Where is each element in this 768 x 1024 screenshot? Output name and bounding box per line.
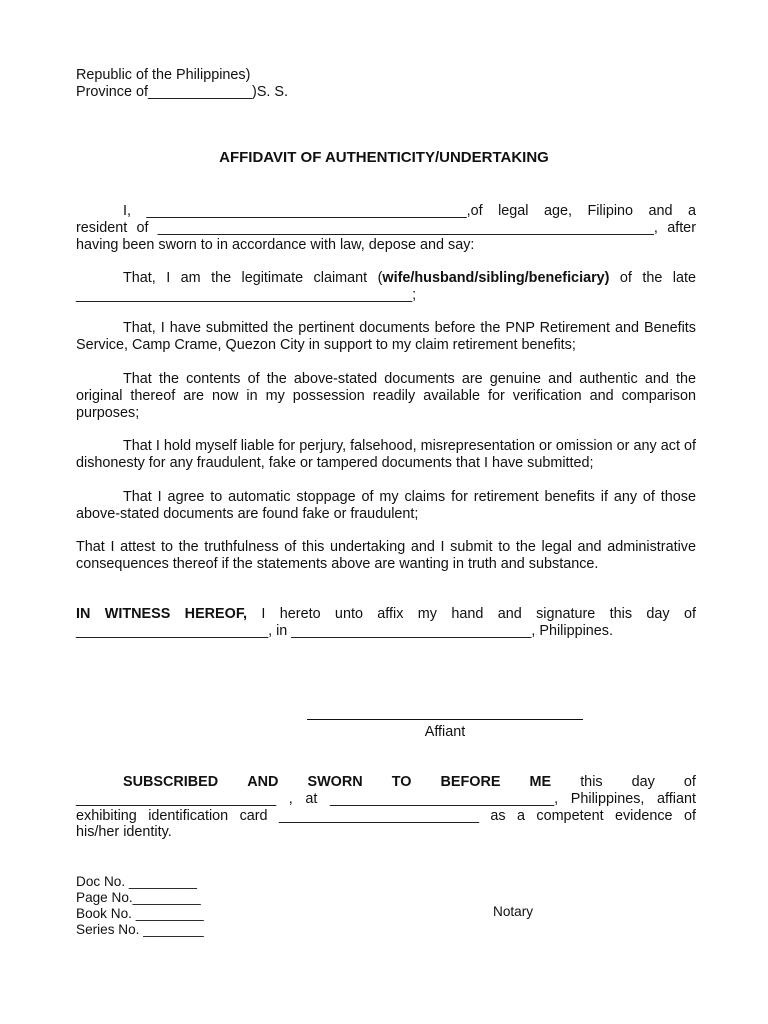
paragraph-8: [76, 606, 696, 640]
p8-line-1: [76, 606, 696, 623]
paragraph-3: [76, 320, 696, 354]
p8-text: I hereto unto affix my hand and signature this day of: [247, 606, 696, 622]
word: a: [687, 203, 696, 219]
p4-text: That the contents of the above-stated documents are genuine and authentic and the original thereof are now in my possession readily available for verification and comparison purposes;: [76, 371, 696, 421]
p9-line-2: _________________________ , at ____________________________, Philippines, affiant: [76, 790, 696, 807]
word: Filipino: [587, 203, 634, 219]
word: AND: [247, 774, 279, 790]
paragraph-4: [76, 371, 696, 421]
word: SWORN: [307, 774, 363, 790]
word: TO: [391, 774, 412, 790]
word: card: [239, 807, 268, 824]
residence-blank: ______________________________________________________________,: [157, 219, 658, 236]
p2-line-1: [76, 270, 696, 287]
word: of: [683, 807, 696, 824]
word: resident: [76, 219, 128, 236]
word: I,: [123, 203, 131, 219]
doc-no: Doc No. _________: [76, 874, 197, 889]
header-line-2: Province of_____________)S. S.: [76, 83, 289, 100]
word: as: [490, 807, 506, 824]
word: a: [516, 807, 525, 824]
word: age,: [543, 203, 572, 219]
word: BEFORE: [440, 774, 501, 790]
paragraph-1: [76, 203, 696, 253]
word: identification: [148, 807, 229, 824]
document-title: AFFIDAVIT OF AUTHENTICITY/UNDERTAKING: [219, 149, 549, 166]
paragraph-2: [76, 270, 696, 304]
p8-line-2: ________________________, in ______________________________, Philippines.: [76, 622, 613, 639]
paragraph-7: [76, 539, 696, 573]
word: of: [683, 774, 696, 790]
paragraph-9: [76, 774, 696, 841]
word: of: [136, 219, 149, 236]
name-blank: ________________________________________,of: [146, 203, 483, 219]
word: ME: [529, 774, 552, 790]
p1-line-3: having been sworn to in accordance with law, depose and say:: [76, 236, 475, 253]
p1-line-2: [76, 220, 696, 237]
header-block: [76, 67, 288, 101]
p9-line-3: [76, 808, 696, 825]
notary-label: Notary: [493, 904, 534, 919]
p9-line-1: [76, 774, 696, 791]
word: SUBSCRIBED: [123, 774, 219, 790]
word: day: [631, 774, 655, 790]
page-no: Page No._________: [76, 890, 201, 905]
affiant-signature-line: [307, 705, 583, 720]
in-witness-heading: IN WITNESS HEREOF,: [76, 606, 248, 622]
notarial-register-block: [76, 874, 204, 938]
p5-text: That I hold myself liable for perjury, falsehood, misrepresentation or omission or any act of dishonesty for any fraudulent, fake or tampered documents that I have submitted;: [76, 438, 696, 471]
id-card-blank: _________________________: [278, 807, 480, 824]
word: legal: [498, 203, 529, 219]
claimant-relation: wife/husband/sibling/beneficiary): [382, 270, 610, 286]
paragraph-6: [76, 489, 696, 523]
p1-line-1: [76, 203, 696, 220]
book-no: Book No. _________: [76, 906, 204, 921]
word: and: [648, 203, 673, 219]
p2-text-end: of the late: [609, 270, 696, 286]
p6-text: That I agree to automatic stoppage of my claims for retirement benefits if any of those above-stated documents are found fake or fraudulent;: [76, 489, 696, 522]
paragraph-5: [76, 438, 696, 472]
p2-text: That, I am the legitimate claimant (: [123, 270, 383, 286]
word: evidence: [614, 807, 673, 824]
word: exhibiting: [76, 807, 137, 824]
word: competent: [536, 807, 604, 824]
p9-line-4: his/her identity.: [76, 824, 172, 841]
word: this: [580, 774, 603, 790]
series-no: Series No. ________: [76, 922, 204, 937]
word: after: [667, 219, 696, 236]
p7-text: That I attest to the truthfulness of this undertaking and I submit to the legal and administrative consequences thereof if the statements above are wanting in truth and substance.: [76, 539, 696, 572]
p3-text: That, I have submitted the pertinent documents before the PNP Retirement and Benefits Service, Camp Crame, Quezon City in support to my claim retirement benefits;: [76, 320, 696, 353]
affiant-label: Affiant: [424, 724, 466, 740]
p2-line-2: __________________________________________;: [76, 286, 417, 303]
header-line-1: Republic of the Philippines): [76, 67, 251, 83]
